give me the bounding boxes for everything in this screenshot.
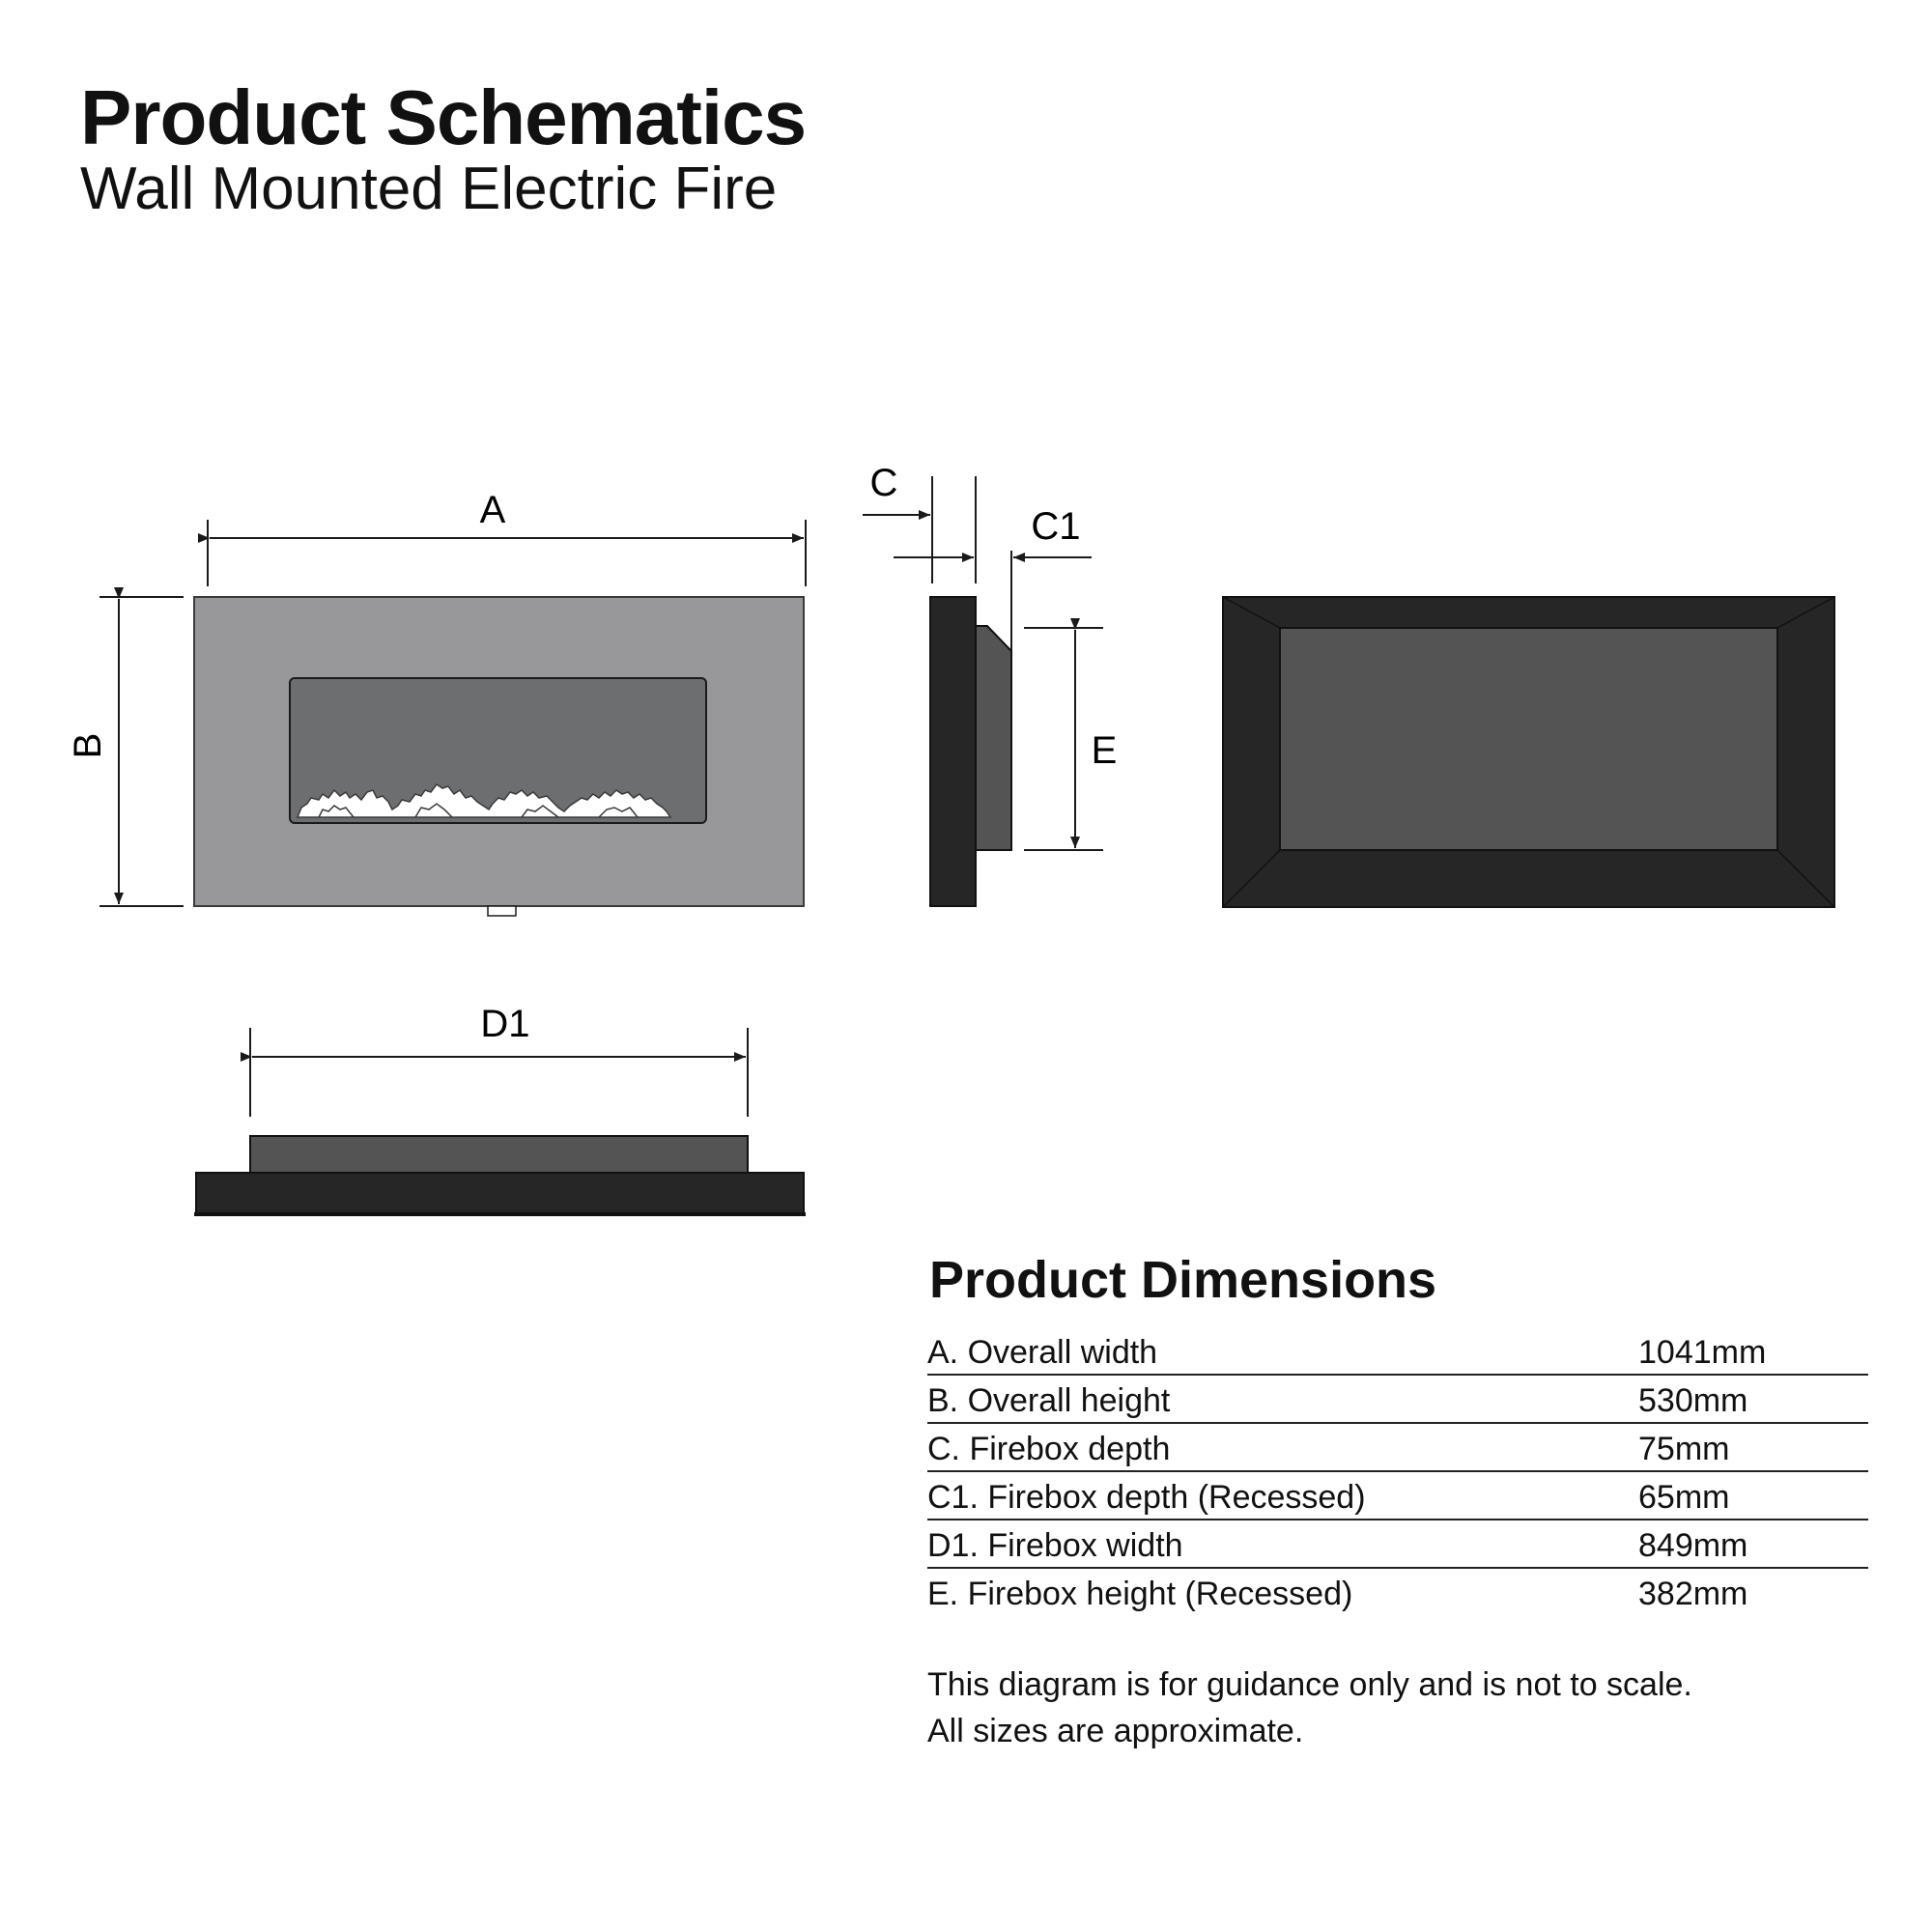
guidance-note-line1: This diagram is for guidance only and is not to scale.	[927, 1666, 1692, 1703]
table-row	[927, 1471, 1868, 1520]
dim-label-a: A	[479, 489, 506, 531]
table-row	[927, 1375, 1868, 1423]
dim-label-b: B	[67, 732, 109, 759]
dim-label-e: E	[1091, 729, 1118, 772]
dimension-label: C1. Firebox depth (Recessed)	[927, 1479, 1366, 1516]
rear-panel	[1280, 628, 1777, 850]
side-firebox	[976, 626, 1011, 850]
side-view	[863, 462, 1117, 906]
bottom-switch	[488, 906, 516, 916]
dimension-label: B. Overall height	[927, 1382, 1171, 1419]
dimension-value: 65mm	[1638, 1479, 1730, 1516]
side-frame	[930, 597, 976, 906]
dim-label-d1: D1	[480, 1003, 530, 1045]
dimension-label: D1. Firebox width	[927, 1527, 1183, 1564]
dimension-value: 849mm	[1638, 1527, 1748, 1564]
dimension-value: 1041mm	[1638, 1334, 1767, 1371]
table-row	[927, 1423, 1868, 1471]
dimensions-title: Product Dimensions	[929, 1251, 1437, 1309]
rear-view	[1223, 597, 1834, 907]
dim-label-c: C	[869, 462, 898, 504]
dimension-label: A. Overall width	[927, 1334, 1158, 1371]
dim-label-c1: C1	[1031, 505, 1081, 548]
top-frame	[196, 1173, 804, 1214]
dimension-value: 75mm	[1638, 1431, 1730, 1467]
front-view	[67, 489, 806, 916]
table-row	[927, 1327, 1868, 1375]
dimension-value: 382mm	[1638, 1576, 1748, 1612]
table-row	[927, 1520, 1868, 1568]
dimension-label: E. Firebox height (Recessed)	[927, 1576, 1353, 1612]
table-row	[927, 1568, 1868, 1615]
top-firebox	[250, 1136, 748, 1173]
dimension-value: 530mm	[1638, 1382, 1748, 1419]
page-subtitle: Wall Mounted Electric Fire	[80, 156, 778, 222]
guidance-note	[927, 1662, 1692, 1754]
page-title: Product Schematics	[80, 74, 807, 160]
top-view	[194, 1003, 806, 1214]
dimension-label: C. Firebox depth	[927, 1431, 1171, 1467]
dimensions-table	[927, 1327, 1868, 1615]
guidance-note-line2: All sizes are approximate.	[927, 1713, 1304, 1749]
